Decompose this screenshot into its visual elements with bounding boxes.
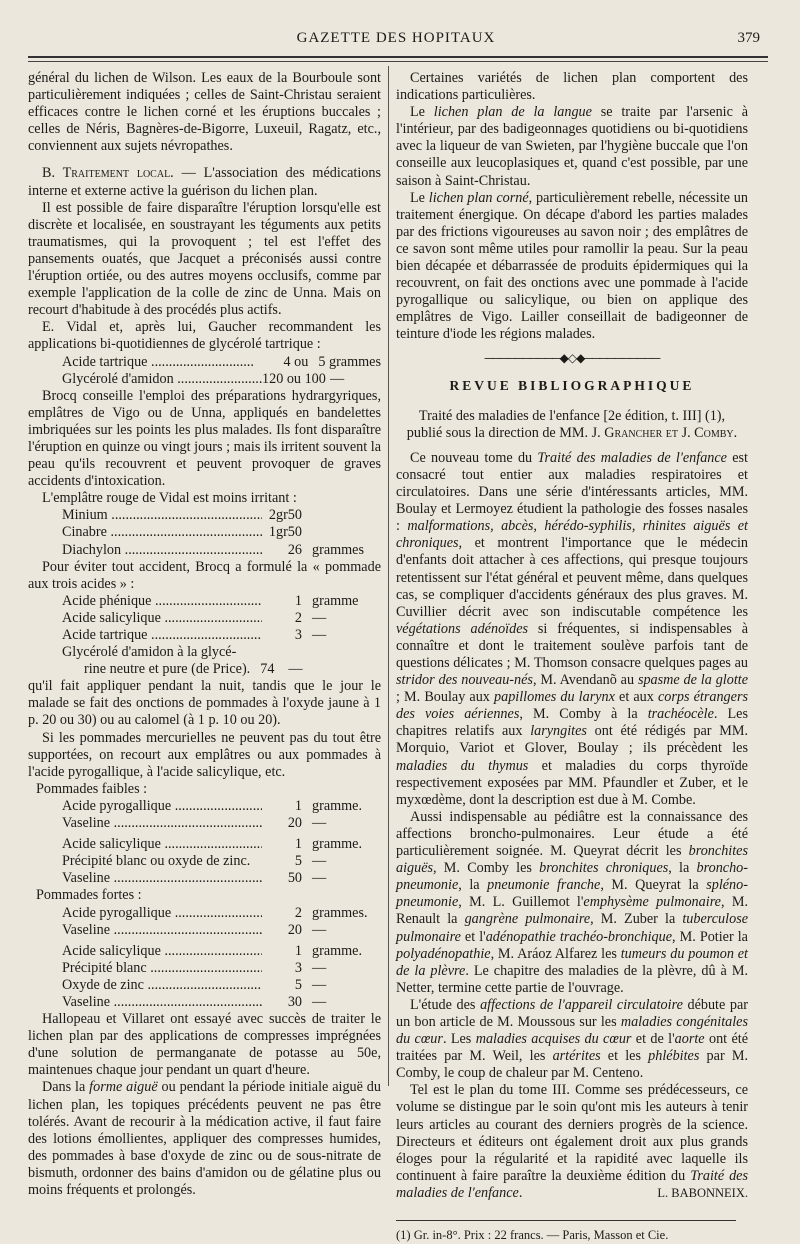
paragraph: E. Vidal et, après lui, Gaucher recommandent les applications bi-quotidiennes de glycérolé tartrique :: [28, 319, 381, 353]
paragraph: Tel est le plan du tome III. Comme ses prédécesseurs, ce volume se distingue par le soin qu'ont mis les auteurs à tenir leurs articles au courant des derniers progrès de la science. Directeurs et éditeurs ont également droit aux plus grands éloges pour la régularité et la rapidité avec laquelle ils continuent à faire paraître la deuxième édition du Traité des maladies de l'enfance. L. BABONNEIX.: [396, 1082, 749, 1201]
section-label: B. Traitement local.: [42, 165, 174, 182]
ornament-divider: ──────────◆◇◆──────────: [484, 350, 660, 365]
formula-vidal: [62, 354, 381, 388]
left-column: [28, 70, 381, 1199]
formula-row: Acide tartrique ..... 4 ou 5 grammes: [62, 354, 381, 371]
formula-row: Acide tartrique ..... 3 —: [62, 627, 381, 644]
right-column: [396, 70, 748, 1244]
book-citation: Traité des maladies de l'enfance [2e édition, t. III] (1), publié sous la direction de MM. J. Grancher et J. Comby.: [406, 407, 738, 441]
paragraph: qu'il fait appliquer pendant la nuit, tandis que le jour le malade se fait des onctions de pommades à l'oxyde jaune à 1 p. 20 ou 30) ou au calomel (à 1 p. 10 ou 20).: [28, 678, 381, 729]
formula-row: Glycérolé d'amidon à la glycé-: [62, 644, 237, 661]
paragraph: Hallopeau et Villaret ont essayé avec succès de traiter le lichen plan par des applications de compresses imprégnées d'une solution de permanganate de potasse au 50e, maintenues chaque jour pendant un quart d'heure.: [28, 1011, 381, 1079]
paragraph-text: — L'association des médications interne et externe active la guérison du lichen plan.: [28, 165, 381, 199]
header-rule: [28, 56, 768, 58]
paragraph: Certaines variétés de lichen plan comportent des indications particulières.: [396, 70, 748, 104]
author-signature: L. BABONNEIX.: [657, 1185, 748, 1200]
formula-row: Vaseline ..... 20 —: [62, 922, 381, 939]
formula-row: Vaseline ..... 20 —: [62, 815, 381, 832]
formula-row: Précipité blanc ..... 3 —: [62, 960, 381, 977]
section-title: REVUE BIBLIOGRAPHIQUE: [449, 377, 695, 393]
subheading: Pommades faibles :: [36, 780, 148, 797]
formula-row: Diachylon ..... 26 grammes: [62, 542, 381, 559]
paragraph: Dans la forme aiguë ou pendant la période initiale aiguë du lichen plan, les topiques précédents peuvent ne pas être tolérés. Avant de recourir à la médication active, il faut faire des lotions émollientes, appliquer des compresses humides, des pommades à base d'oxyde de zinc ou de sous-nitrate de bismuth, ordonner des bains d'amidon ou de gélatine plus ou moins fréquents et prolongés.: [28, 1079, 381, 1198]
formula-faibles: [62, 798, 381, 887]
paragraph: Pour éviter tout accident, Brocq a formulé la « pommade aux trois acides » :: [28, 558, 381, 592]
subheading: Pommades fortes :: [36, 887, 142, 904]
header-rule-thin: [28, 61, 768, 62]
formula-row: Oxyde de zinc ..... 5 —: [62, 977, 381, 994]
formula-row: Glycérolé d'amidon ..... 120 ou 100 —: [62, 371, 381, 388]
running-header: [26, 30, 766, 52]
paragraph: L'étude des affections de l'appareil circulatoire débute par un bon article de M. Moussous sur les maladies congénitales du cœur. Les maladies acquises du cœur et de l'aorte ont été traitées par M. Weil, les artérites et les phlébites par M. Comby, le coup de chaleur par M. Centeno.: [396, 996, 749, 1082]
paragraph: Ce nouveau tome du Traité des maladies de l'enfance est consacré tout entier aux maladies respiratoires et circulatoires. Dans une série d'intéressants articles, MM. Boulay et Lermoyez étudient la pathologie des fosses nasales : malformations, abcès, hérédo-syphilis, rhinites aiguës et chroniques, et montrent l'importance que le médecin d'enfants doit attacher à ces affections, qui presque toujours retentissent sur l'état général et peuvent même, dans quelques cas, se compliquer d'accidents généraux des plus graves. M. Cuvillier décrit avec son indiscutable compétence les végétations adénoïdes si fréquentes, si indispensables à connaître et dont le traitement soulève parfois tant de questions délicates ; M. Thomson consacre quelques pages au stridor des nouveau-nés, M. Avendanõ au spasme de la glotte ; M. Boulay aux papillomes du larynx et aux corps étrangers des voies aériennes, M. Comby à la trachéocèle. Les chapitres relatifs aux laryngites ont été rédigés par MM. Morquio, Variot et Glover, Boulay ; ils précèdent les maladies du thymus et maladies du corps thyroïde respectivement exposées par MM. Pfaundler et Zuber, et le myxœdème, dont la description est due à M. Combe.: [396, 449, 749, 808]
paragraph: Si les pommades mercurielles ne peuvent pas du tout être supportées, on recourt aux emplâtres ou aux pommades à l'acide pyrogallique, à l'acide salicylique, etc.: [28, 729, 381, 780]
footnote: (1) Gr. in-8°. Prix : 22 francs. — Paris, Masson et Cie.: [396, 1228, 669, 1242]
formula-row: Acide phénique ..... 1 gramme: [62, 593, 381, 610]
paragraph: Le lichen plan de la langue se traite par l'arsenic à l'intérieur, par des badigeonnages quotidiens ou bi-quotidiens avec la liqueur de van Swieten, par l'hygiène buccale que l'on conseille aux leucoplasiques et, quand c'est possible, par une saison à Saint-Christau.: [396, 104, 749, 189]
footnote-rule: [396, 1220, 736, 1221]
journal-title: GAZETTE DES HOPITAUX: [296, 30, 496, 46]
formula-row: Acide pyrogallique ..... 2 grammes.: [62, 905, 381, 922]
formula-row: Vaseline ..... 50 —: [62, 870, 381, 887]
formula-row: Précipité blanc ou oxyde de zinc. 5 —: [62, 853, 327, 870]
formula-row: Minium ..... 2gr50: [62, 507, 381, 524]
formula-fortes: [62, 905, 381, 1012]
paragraph: L'emplâtre rouge de Vidal est moins irritant :: [42, 490, 297, 507]
formula-row: Acide salicylique ..... 1 gramme.: [62, 836, 381, 853]
formula-row: Vaseline ..... 30 —: [62, 994, 381, 1011]
page-number: 379: [737, 30, 760, 46]
formula-row: Acide pyrogallique ..... 1 gramme.: [62, 798, 381, 815]
paragraph: Aussi indispensable au pédiâtre est la connaissance des affections broncho-pulmonaires. Leur étude a été particulièrement soignée. M. Queyrat décrit les bronchites aiguës, M. Comby les bronchites chroniques, la broncho-pneumonie, la pneumonie franche, M. Queyrat la spléno-pneumonie, M. L. Guillemot l'emphysème pulmonaire, M. Renault la gangrène pulmonaire, M. Zuber la tuberculose pulmonaire et l'adénopathie trachéo-bronchique, M. Potier la polyadénopathie, M. Aráoz Alfarez les tumeurs du poumon et de la plèvre. Le chapitre des maladies de la plèvre, dû à M. Netter, termine cette partie de l'ouvrage.: [396, 808, 749, 996]
column-divider: [388, 66, 389, 1086]
formula-trois-acides: [62, 593, 381, 678]
formula-row: rine neutre et pure (de Price). 74 —: [84, 661, 303, 678]
paragraph: Brocq conseille l'emploi des préparations hydrargyriques, emplâtres de Vigo ou de Unna, appliqués en bandelettes imbriquées sur les points les plus malades. Ils font disparaître l'éruption en quinze ou vingt jours ; mais ils irritent souvent la peau qu'ils recouvrent et peuvent provoquer de graves accidents d'intoxication.: [28, 387, 381, 490]
formula-row: Cinabre ..... 1gr50: [62, 524, 381, 541]
section-heading-paragraph: [28, 165, 381, 199]
formula-row: Acide salicylique ..... 2 —: [62, 610, 381, 627]
formula-row: Acide salicylique ..... 1 gramme.: [62, 943, 381, 960]
paragraph: Il est possible de faire disparaître l'éruption lorsqu'elle est discrète et localisée, en soustrayant les téguments aux petits traumatismes, qui la provoquent ; tel est l'effet des pansements ouatés, que Jacquet a préconisés aussi contre l'éruption ortiée, ou des autres moyens occlusifs, comme par exemple l'application de la colle de zinc de Unna. Mais on recourt d'habitude à des procédés plus actifs.: [28, 199, 381, 319]
formula-emplatre: [62, 507, 381, 558]
paragraph: Le lichen plan corné, particulièrement rebelle, nécessite un traitement énergique. On décape d'abord les parties malades par des frictions vigoureuses au savon noir ; des emplâtres de ce savon sont même utiles pour ramollir la peau. Sur la peau bien décapée et débarrassée de produits épidermiques qui la recouvrent, on fait des onctions avec une pommade à l'acide pyrogallique ou salicylique, ou bien on applique des emplâtres de Vigo. Lailler conseillait de badigeonner de teinture d'iode les régions malades.: [396, 189, 748, 343]
paragraph: général du lichen de Wilson. Les eaux de la Bourboule sont particulièrement indiquées ; celles de Saint-Christau seraient efficaces contre le lichen corné et les éruptions buccales ; celles de Néris, Bagnères-de-Bigorre, Luxeuil, Ragatz, etc., conviennent aux sujets névropathes.: [28, 70, 381, 155]
